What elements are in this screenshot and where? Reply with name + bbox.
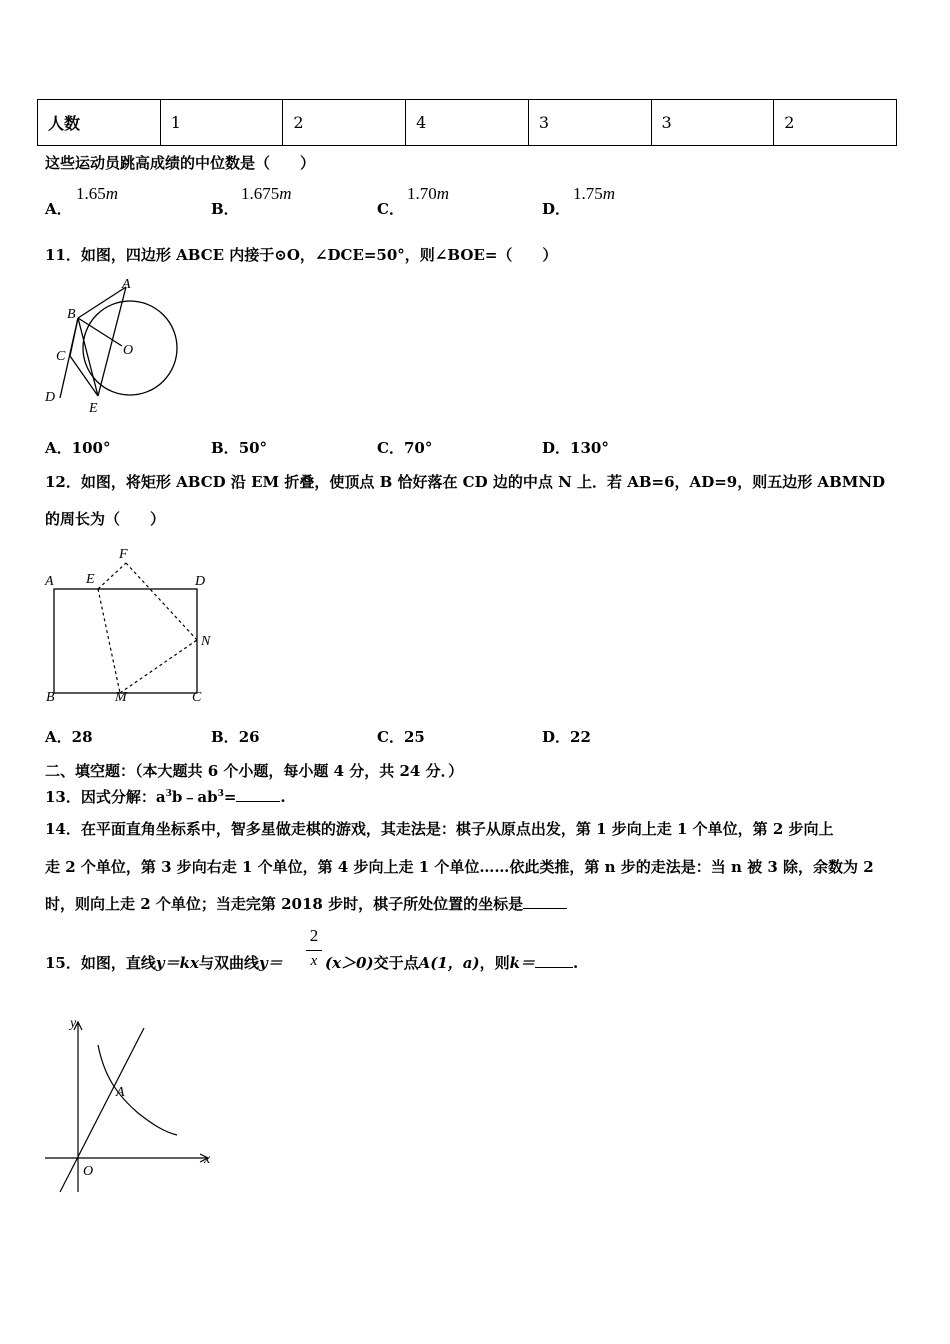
q10-option-d[interactable] bbox=[542, 198, 570, 219]
option-label: B． bbox=[211, 200, 239, 218]
fraction-bar bbox=[306, 950, 322, 951]
segment-fn bbox=[126, 563, 197, 640]
q10-option-b-value: 1.675m bbox=[241, 184, 292, 203]
q12-option-a[interactable]: A．28 bbox=[45, 728, 93, 746]
table-cell: 2 bbox=[774, 100, 897, 146]
fraction-numerator: 2 bbox=[309, 926, 319, 945]
section-title: 二、填空题：（本大题共 6 个小题，每小题 4 分，共 24 分．） bbox=[45, 762, 464, 780]
label-e: E bbox=[89, 401, 98, 416]
q10-option-c[interactable] bbox=[377, 198, 404, 219]
label-e: E bbox=[86, 572, 95, 587]
label-a: A bbox=[116, 1085, 125, 1100]
table-row bbox=[38, 100, 897, 146]
label-f: F bbox=[119, 547, 128, 562]
segment-mn bbox=[120, 640, 197, 693]
q14-line3: 时，则向上走 2 个单位；当走完第 2018 步时，棋子所处位置的坐标是 bbox=[45, 893, 567, 914]
label-a: A bbox=[122, 277, 131, 292]
q10-option-d-value: 1.75m bbox=[573, 184, 616, 203]
q10-option-b[interactable] bbox=[211, 198, 239, 219]
label-b: B bbox=[46, 690, 55, 705]
q12-option-d[interactable]: D．22 bbox=[542, 728, 591, 746]
segment-em bbox=[98, 589, 120, 693]
label-n: N bbox=[201, 634, 211, 649]
q12-rectangle-figure bbox=[40, 543, 225, 708]
label-d: D bbox=[45, 390, 56, 405]
hyperbola-curve bbox=[98, 1045, 177, 1135]
table-cell: 1 bbox=[160, 100, 283, 146]
rectangle-abcd bbox=[54, 589, 197, 693]
q10-option-c-value: 1.70m bbox=[407, 184, 450, 203]
q11-option-a[interactable]: A．100° bbox=[45, 439, 111, 457]
q10-option-a[interactable] bbox=[45, 198, 72, 219]
q15-text-part1: 15．如图，直线y＝kx与双曲线y＝ bbox=[45, 954, 283, 972]
q12-option-c[interactable]: C．25 bbox=[377, 728, 425, 746]
table-cell: 4 bbox=[406, 100, 529, 146]
answer-blank[interactable] bbox=[236, 801, 280, 802]
q11-circle-figure bbox=[40, 276, 190, 421]
label-m: M bbox=[115, 690, 127, 705]
q14-line2: 走 2 个单位，第 3 步向右走 1 个单位，第 4 步向上走 1 个单位……依此类推，第 n 步的走法是：当 n 被 3 除，余数为 2 bbox=[45, 858, 874, 876]
table-cell: 3 bbox=[528, 100, 651, 146]
q12-option-b[interactable]: B．26 bbox=[211, 728, 260, 746]
label-d: D bbox=[195, 574, 206, 589]
answer-blank[interactable] bbox=[523, 908, 567, 909]
q15-text-part2: (x＞0)交于点A(1，a)，则k＝ . bbox=[325, 954, 579, 972]
label-a: A bbox=[45, 574, 54, 589]
table-cell: 3 bbox=[651, 100, 774, 146]
label-y: y bbox=[70, 1016, 77, 1031]
q11-stem: 11．如图，四边形 ABCE 内接于⊙O，∠DCE=50°，则∠BOE=（ ） bbox=[45, 246, 558, 264]
q14-line1: 14．在平面直角坐标系中，智多星做走棋的游戏，其走法是：棋子从原点出发，第 1 步向上走 1 个单位，第 2 步向上 bbox=[45, 820, 834, 838]
answer-blank[interactable] bbox=[535, 967, 573, 968]
segment-ef bbox=[98, 563, 126, 589]
data-table bbox=[37, 99, 897, 146]
label-c: C bbox=[56, 349, 66, 364]
table-header-cell: 人数 bbox=[38, 100, 161, 146]
q10-option-a-value: 1.65m bbox=[76, 184, 119, 203]
option-label: A． bbox=[45, 200, 72, 218]
segment-ce bbox=[70, 356, 98, 396]
q10-stem: 这些运动员跳高成绩的中位数是（ ） bbox=[45, 154, 316, 172]
q12-stem-line2: 的周长为（ ） bbox=[45, 510, 166, 528]
option-label: C． bbox=[377, 200, 404, 218]
segment-ae bbox=[98, 287, 126, 396]
label-x: x bbox=[204, 1152, 211, 1167]
fraction-denominator: x bbox=[310, 953, 318, 969]
q15-graph-figure bbox=[40, 1010, 220, 1200]
option-label: D． bbox=[542, 200, 571, 218]
line-y-kx bbox=[60, 1028, 144, 1192]
label-c: C bbox=[192, 690, 202, 705]
q13-text: 13．因式分解：$a^3b﹣ab^3=$ . bbox=[45, 788, 286, 806]
q12-stem-line1: 12．如图，将矩形 ABCD 沿 EM 折叠，使顶点 B 恰好落在 CD 边的中点 N 上．若 AB=6，AD=9，则五边形 ABMND bbox=[45, 473, 886, 491]
label-b: B bbox=[67, 307, 76, 322]
table-cell: 2 bbox=[283, 100, 406, 146]
segment-be bbox=[78, 318, 98, 396]
label-o: O bbox=[123, 343, 134, 358]
q11-option-c[interactable]: C．70° bbox=[377, 439, 433, 457]
q11-option-d[interactable]: D．130° bbox=[542, 439, 609, 457]
label-o: O bbox=[83, 1164, 94, 1179]
q11-option-b[interactable]: B．50° bbox=[211, 439, 268, 457]
